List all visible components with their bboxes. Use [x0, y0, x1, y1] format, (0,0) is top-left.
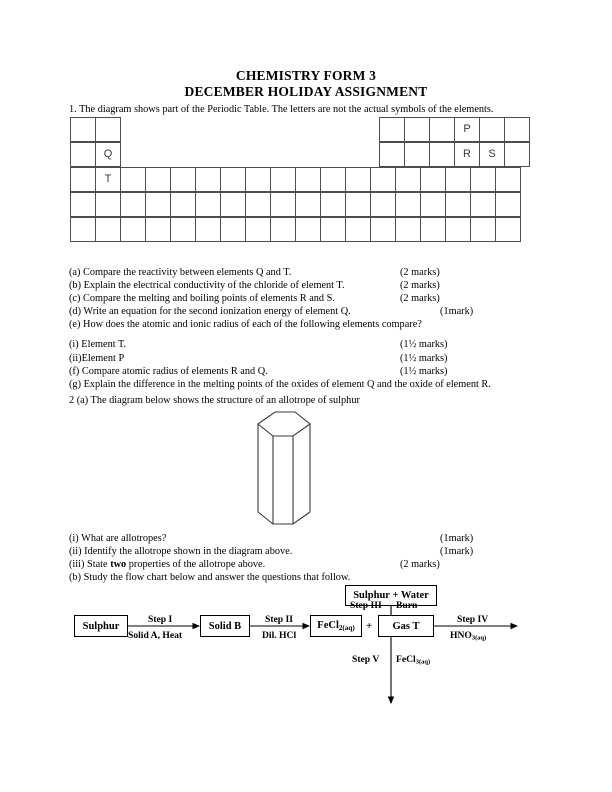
periodic-cell-empty: [270, 192, 296, 217]
periodic-cell-empty: [345, 167, 371, 192]
periodic-cell-Q: Q: [95, 142, 121, 167]
question-text: (e) How does the atomic and ionic radius of each of the following elements compare?: [69, 319, 422, 330]
periodic-cell-empty: [145, 167, 171, 192]
periodic-cell-R: R: [454, 142, 480, 167]
question2-part-a-intro: 2 (a) The diagram below shows the structure of an allotrope of sulphur: [69, 395, 360, 406]
periodic-cell-empty: [395, 167, 421, 192]
question-text: (ii) Identify the allotrope shown in the diagram above.: [69, 546, 293, 557]
periodic-cell-empty: [70, 217, 96, 242]
flowchart-label-step2-condition: Dil. HCl: [262, 630, 297, 641]
periodic-cell-empty: [120, 217, 146, 242]
periodic-cell-empty: [379, 117, 405, 142]
flowchart-box-sulphur-water: Sulphur + Water: [345, 585, 437, 606]
periodic-cell-empty: [395, 217, 421, 242]
emphasised-word: two: [110, 559, 127, 570]
question-text: (i) Element T.: [69, 339, 127, 350]
periodic-cell-empty: [195, 167, 221, 192]
flowchart-box-solid-b: Solid B: [200, 615, 250, 637]
fecl2-formula: FeCl$_{2(aq)}$: [317, 620, 355, 632]
periodic-cell-empty: [479, 117, 505, 142]
periodic-cell-empty: [245, 192, 271, 217]
periodic-cell-empty: [404, 142, 430, 167]
question-text: (i) What are allotropes?: [69, 533, 167, 544]
periodic-cell-empty: [320, 192, 346, 217]
periodic-cell-empty: [295, 192, 321, 217]
question2-sub-part: [69, 558, 440, 571]
question2-sub-part: [69, 545, 474, 558]
periodic-cell-empty: [145, 217, 171, 242]
periodic-cell-T: T: [95, 167, 121, 192]
flowchart-label-step5-name: Step V: [352, 654, 380, 665]
periodic-cell-empty: [320, 217, 346, 242]
marks-allocation: (2 marks): [400, 293, 440, 304]
periodic-cell-empty: [429, 142, 455, 167]
title-line-2: DECEMBER HOLIDAY ASSIGNMENT: [184, 84, 428, 99]
hexagonal-prism-icon: [250, 408, 320, 530]
title-line-1: CHEMISTRY FORM 3: [235, 68, 377, 83]
periodic-cell-empty: [345, 217, 371, 242]
periodic-cell-empty: [370, 167, 396, 192]
marks-allocation: (2 marks): [400, 267, 440, 278]
periodic-cell-empty: [445, 217, 471, 242]
periodic-cell-empty: [420, 217, 446, 242]
question1-part: [69, 305, 474, 318]
periodic-cell-empty: [120, 167, 146, 192]
periodic-cell-empty: [270, 167, 296, 192]
question-text: (c) Compare the melting and boiling points of elements R and S.: [69, 293, 335, 304]
periodic-cell-empty: [70, 142, 96, 167]
periodic-cell-empty: [120, 192, 146, 217]
periodic-cell-empty: [220, 217, 246, 242]
periodic-cell-empty: [70, 167, 96, 192]
periodic-cell-empty: [420, 192, 446, 217]
periodic-cell-empty: [95, 217, 121, 242]
periodic-cell-empty: [495, 192, 521, 217]
periodic-cell-empty: [345, 192, 371, 217]
periodic-cell-empty: [170, 192, 196, 217]
periodic-table-gap: [121, 142, 380, 167]
flowchart-label-step5-condition: FeCl$_{3(aq)}$: [396, 654, 431, 666]
question1-part: [69, 378, 491, 391]
periodic-cell-empty: [445, 192, 471, 217]
periodic-table-row: [70, 118, 530, 143]
periodic-cell-empty: [445, 167, 471, 192]
question-text: (a) Compare the reactivity between elements Q and T.: [69, 267, 292, 278]
periodic-table-grid: [70, 118, 530, 243]
periodic-cell-empty: [220, 192, 246, 217]
flowchart-label-step4-condition: $HNO_{3(aq)}$: [450, 630, 487, 642]
flowchart-label-step1-condition: Solid A, Heat: [128, 630, 183, 641]
marks-allocation: (2 marks): [400, 280, 440, 291]
periodic-cell-empty: [245, 167, 271, 192]
marks-allocation: (1½ marks): [400, 366, 448, 377]
periodic-cell-empty: [70, 117, 96, 142]
question1-part: [69, 338, 448, 351]
periodic-cell-empty: [470, 192, 496, 217]
question-text: (b) Explain the electrical conductivity of the chloride of element T.: [69, 280, 345, 291]
question-text: (g) Explain the difference in the melting points of the oxides of element Q and the oxide of element R.: [69, 379, 491, 390]
periodic-cell-empty: [270, 217, 296, 242]
periodic-cell-empty: [70, 192, 96, 217]
periodic-cell-empty: [404, 117, 430, 142]
periodic-cell-empty: [370, 192, 396, 217]
periodic-table-gap: [121, 117, 380, 142]
question2-part-b-intro: (b) Study the flow chart below and answer the questions that follow.: [69, 572, 351, 583]
question-text: (f) Compare atomic radius of elements R and Q.: [69, 366, 268, 377]
flowchart-label-step4-name: Step IV: [457, 614, 489, 625]
periodic-table-row: [70, 143, 530, 168]
periodic-cell-empty: [420, 167, 446, 192]
periodic-cell-empty: [95, 117, 121, 142]
periodic-cell-empty: [429, 117, 455, 142]
periodic-cell-empty: [504, 142, 530, 167]
question1-part: [69, 266, 440, 279]
periodic-cell-empty: [195, 217, 221, 242]
question1-intro: 1. The diagram shows part of the Periodic Table. The letters are not the actual symbols of the elements.: [69, 104, 494, 115]
periodic-cell-empty: [195, 192, 221, 217]
question-text: (ii)Element P: [69, 353, 125, 364]
question1-part: [69, 292, 440, 305]
periodic-table-row: [70, 168, 530, 193]
periodic-cell-empty: [170, 217, 196, 242]
periodic-cell-P: P: [454, 117, 480, 142]
periodic-cell-S: S: [479, 142, 505, 167]
periodic-cell-empty: [470, 167, 496, 192]
periodic-cell-empty: [220, 167, 246, 192]
periodic-cell-empty: [145, 192, 171, 217]
periodic-table-row: [70, 218, 530, 243]
question2-sub-part: [69, 532, 474, 545]
flowchart-box-fecl2: [310, 615, 362, 637]
periodic-cell-empty: [370, 217, 396, 242]
question1-part: [69, 352, 448, 365]
periodic-cell-empty: [95, 192, 121, 217]
question-text: (iii) State two properties of the allotrope above.: [69, 559, 266, 570]
flowchart-box-gas-t: Gas T: [378, 615, 434, 637]
question1-part: [69, 365, 448, 378]
marks-allocation: (1mark): [440, 546, 474, 557]
page-title: [0, 68, 612, 100]
periodic-cell-empty: [470, 217, 496, 242]
flowchart-label-step3-name: Step III: [350, 600, 382, 611]
periodic-cell-empty: [295, 167, 321, 192]
periodic-cell-empty: [245, 217, 271, 242]
flowchart-box-sulphur: Sulphur: [74, 615, 128, 637]
periodic-cell-empty: [379, 142, 405, 167]
periodic-cell-empty: [495, 167, 521, 192]
marks-allocation: (1mark): [440, 306, 474, 317]
question1-part: [69, 279, 440, 292]
marks-allocation: (1½ marks): [400, 339, 448, 350]
flowchart-label-step2-name: Step II: [265, 614, 293, 625]
periodic-cell-empty: [320, 167, 346, 192]
flowchart-label-step1-name: Step I: [148, 614, 173, 625]
marks-allocation: (1½ marks): [400, 353, 448, 364]
marks-allocation: (1mark): [440, 533, 474, 544]
periodic-cell-empty: [170, 167, 196, 192]
periodic-cell-empty: [495, 217, 521, 242]
periodic-cell-empty: [395, 192, 421, 217]
periodic-cell-empty: [295, 217, 321, 242]
question-text: (d) Write an equation for the second ionization energy of element Q.: [69, 306, 351, 317]
flowchart-plus-sign: +: [366, 620, 373, 632]
periodic-cell-empty: [504, 117, 530, 142]
flowchart-label-step3-condition: Burn: [396, 600, 418, 611]
periodic-table-row: [70, 193, 530, 218]
marks-allocation: (2 marks): [400, 559, 440, 570]
question1-part: [69, 318, 422, 331]
